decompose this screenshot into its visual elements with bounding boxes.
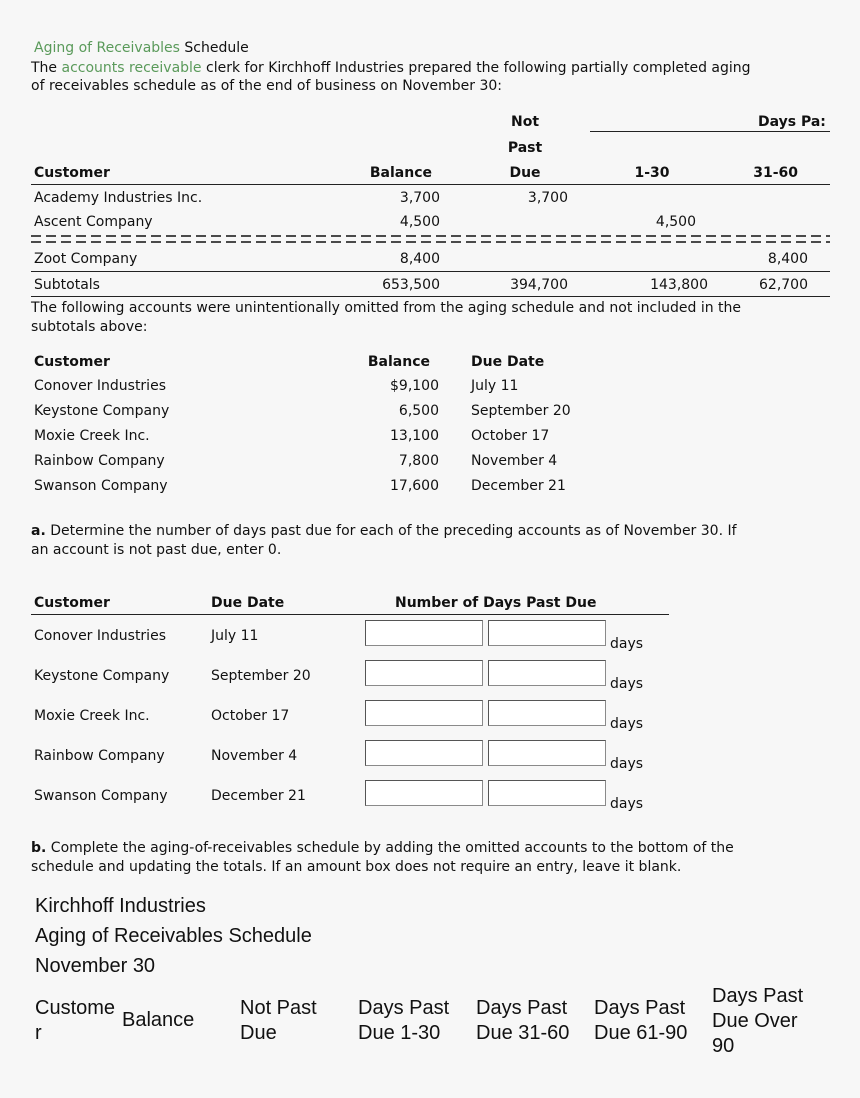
schedule-col-61-90 bbox=[594, 996, 687, 1046]
subtotal-label: Subtotals bbox=[34, 277, 100, 293]
aging-row-balance: 3,700 bbox=[399, 190, 440, 206]
schedule-title: Aging of Receivables Schedule bbox=[35, 925, 312, 947]
part-b-line-2: schedule and updating the totals. If an amount box does not require an entry, leave it blank. bbox=[31, 859, 682, 875]
intro-title bbox=[34, 40, 249, 56]
subtotal-not-past: 394,700 bbox=[510, 277, 568, 293]
omitted-due-date: July 11 bbox=[471, 378, 519, 394]
intro-line-1 bbox=[31, 60, 751, 76]
schedule-company: Kirchhoff Industries bbox=[35, 895, 206, 917]
schedule-col-over-90 bbox=[712, 984, 803, 1059]
schedule-col-over-90-line-1: Days Past bbox=[712, 985, 804, 1007]
omitted-due-date: December 21 bbox=[471, 478, 566, 494]
intro-line-2: of receivables schedule as of the end of business on November 30: bbox=[31, 78, 503, 94]
days-past-due-input[interactable] bbox=[488, 620, 606, 646]
aging-header-31-60: 31-60 bbox=[753, 165, 798, 181]
days-past-due-input[interactable] bbox=[488, 700, 606, 726]
intro-line-1-post: clerk for Kirchhoff Industries prepared the following partially completed aging bbox=[201, 60, 751, 76]
part-a-header-rule bbox=[31, 614, 669, 615]
part-a-due-date: December 21 bbox=[211, 788, 306, 804]
schedule-col-balance: Balance bbox=[122, 1009, 195, 1031]
omitted-due-date: October 17 bbox=[471, 428, 550, 444]
aging-header-balance: Balance bbox=[369, 165, 432, 181]
omitted-line-1: The following accounts were unintentionally omitted from the aging schedule and not included in the bbox=[31, 300, 742, 316]
aging-header-customer: Customer bbox=[34, 165, 110, 181]
schedule-col-over-90-line-3: 90 bbox=[712, 1035, 735, 1057]
days-past-due-input[interactable] bbox=[488, 780, 606, 806]
intro-title-rest: Schedule bbox=[184, 40, 249, 56]
part-a-line-1-text: Determine the number of days past due for each of the preceding accounts as of November 30. If bbox=[45, 523, 737, 539]
aging-subtotal-rule bbox=[31, 271, 830, 272]
schedule-col-not-past-due bbox=[240, 996, 317, 1046]
aging-header-days-past: Days Pa: bbox=[758, 114, 826, 130]
aging-row-balance: 4,500 bbox=[399, 214, 440, 230]
part-a-customer: Keystone Company bbox=[34, 668, 170, 684]
omitted-balance: 7,800 bbox=[398, 453, 439, 469]
schedule-col-31-60 bbox=[476, 996, 569, 1046]
part-a-due-date: November 4 bbox=[211, 748, 298, 764]
schedule-col-customer-line-2: r bbox=[35, 1022, 42, 1044]
omitted-header-customer: Customer bbox=[34, 354, 110, 370]
part-a-line-1 bbox=[31, 523, 737, 539]
days-past-due-input[interactable] bbox=[365, 700, 483, 726]
days-unit-label: days bbox=[610, 716, 644, 732]
days-past-due-input[interactable] bbox=[365, 740, 483, 766]
schedule-col-1-30-line-1: Days Past bbox=[358, 997, 450, 1019]
days-past-due-input[interactable] bbox=[365, 780, 483, 806]
intro-line-1-pre: The bbox=[31, 60, 62, 76]
aging-row-customer: Zoot Company bbox=[34, 251, 138, 267]
part-a-customer: Swanson Company bbox=[34, 788, 168, 804]
schedule-col-31-60-line-1: Days Past bbox=[476, 997, 568, 1019]
aging-of-receivables-link[interactable]: Aging of Receivables bbox=[34, 40, 180, 56]
days-past-due-input[interactable] bbox=[488, 740, 606, 766]
omitted-balance: 6,500 bbox=[398, 403, 439, 419]
omitted-due-date: September 20 bbox=[471, 403, 571, 419]
omitted-due-date: November 4 bbox=[471, 453, 558, 469]
part-a-due-date: October 17 bbox=[211, 708, 290, 724]
days-unit-label: days bbox=[610, 636, 644, 652]
omitted-customer: Keystone Company bbox=[34, 403, 170, 419]
part-a-customer: Moxie Creek Inc. bbox=[34, 708, 150, 724]
days-unit-label: days bbox=[610, 796, 644, 812]
omitted-header-balance: Balance bbox=[367, 354, 430, 370]
aging-row-balance: 8,400 bbox=[399, 251, 440, 267]
schedule-col-61-90-line-1: Days Past bbox=[594, 997, 686, 1019]
schedule-col-1-30 bbox=[358, 996, 449, 1046]
aging-header-not: Not bbox=[510, 114, 540, 130]
aging-row-not-past: 3,700 bbox=[527, 190, 568, 206]
schedule-col-1-30-line-2: Due 1-30 bbox=[358, 1022, 441, 1044]
aging-header-due: Due bbox=[509, 165, 541, 181]
aging-header-1-30: 1-30 bbox=[634, 165, 670, 181]
days-past-due-input[interactable] bbox=[365, 620, 483, 646]
subtotal-1-30: 143,800 bbox=[650, 277, 708, 293]
part-a-line-2: an account is not past due, enter 0. bbox=[31, 542, 282, 558]
omitted-header-due-date: Due Date bbox=[471, 354, 545, 370]
schedule-col-customer-line-1: Custome bbox=[35, 997, 116, 1019]
omitted-customer: Rainbow Company bbox=[34, 453, 165, 469]
omitted-balance: 17,600 bbox=[390, 478, 439, 494]
days-past-due-input[interactable] bbox=[365, 660, 483, 686]
schedule-col-61-90-line-2: Due 61-90 bbox=[594, 1022, 688, 1044]
part-a-due-date: September 20 bbox=[211, 668, 311, 684]
omitted-balance: $9,100 bbox=[390, 378, 439, 394]
schedule-col-customer bbox=[35, 996, 115, 1046]
accounts-receivable-link[interactable]: accounts receivable bbox=[61, 60, 202, 76]
part-b-line-1-text: Complete the aging-of-receivables schedule by adding the omitted accounts to the bottom of the bbox=[46, 840, 734, 856]
omitted-customer: Swanson Company bbox=[34, 478, 168, 494]
omitted-balance: 13,100 bbox=[390, 428, 439, 444]
days-unit-label: days bbox=[610, 676, 644, 692]
schedule-col-not-past-due-line-2: Due bbox=[240, 1022, 277, 1044]
days-unit-label: days bbox=[610, 756, 644, 772]
part-a-due-date: July 11 bbox=[211, 628, 259, 644]
part-a-header-customer: Customer bbox=[34, 595, 110, 611]
schedule-col-not-past-due-line-1: Not Past bbox=[240, 997, 317, 1019]
part-a-header-due-date: Due Date bbox=[211, 595, 285, 611]
aging-header-rule bbox=[31, 184, 830, 185]
part-b-label: b. bbox=[31, 840, 47, 856]
schedule-date: November 30 bbox=[35, 955, 156, 977]
part-a-label: a. bbox=[31, 523, 46, 539]
omitted-customer: Conover Industries bbox=[34, 378, 166, 394]
schedule-col-over-90-line-2: Due Over bbox=[712, 1010, 798, 1032]
schedule-col-31-60-line-2: Due 31-60 bbox=[476, 1022, 570, 1044]
omitted-line-2: subtotals above: bbox=[31, 319, 148, 335]
omitted-rows-break bbox=[31, 234, 830, 244]
subtotal-31-60: 62,700 bbox=[759, 277, 808, 293]
days-past-header-rule bbox=[590, 131, 830, 132]
omitted-customer: Moxie Creek Inc. bbox=[34, 428, 150, 444]
aging-row-1-30: 4,500 bbox=[655, 214, 696, 230]
aging-row-31-60: 8,400 bbox=[767, 251, 808, 267]
aging-bottom-rule bbox=[31, 296, 830, 297]
aging-row-customer: Ascent Company bbox=[34, 214, 153, 230]
aging-header-past: Past bbox=[507, 140, 543, 156]
part-a-header-days-past-due: Number of Days Past Due bbox=[395, 595, 597, 611]
part-a-customer: Rainbow Company bbox=[34, 748, 165, 764]
part-b-line-1 bbox=[31, 840, 734, 856]
days-past-due-input[interactable] bbox=[488, 660, 606, 686]
subtotal-balance: 653,500 bbox=[382, 277, 440, 293]
part-a-customer: Conover Industries bbox=[34, 628, 166, 644]
aging-row-customer: Academy Industries Inc. bbox=[34, 190, 203, 206]
